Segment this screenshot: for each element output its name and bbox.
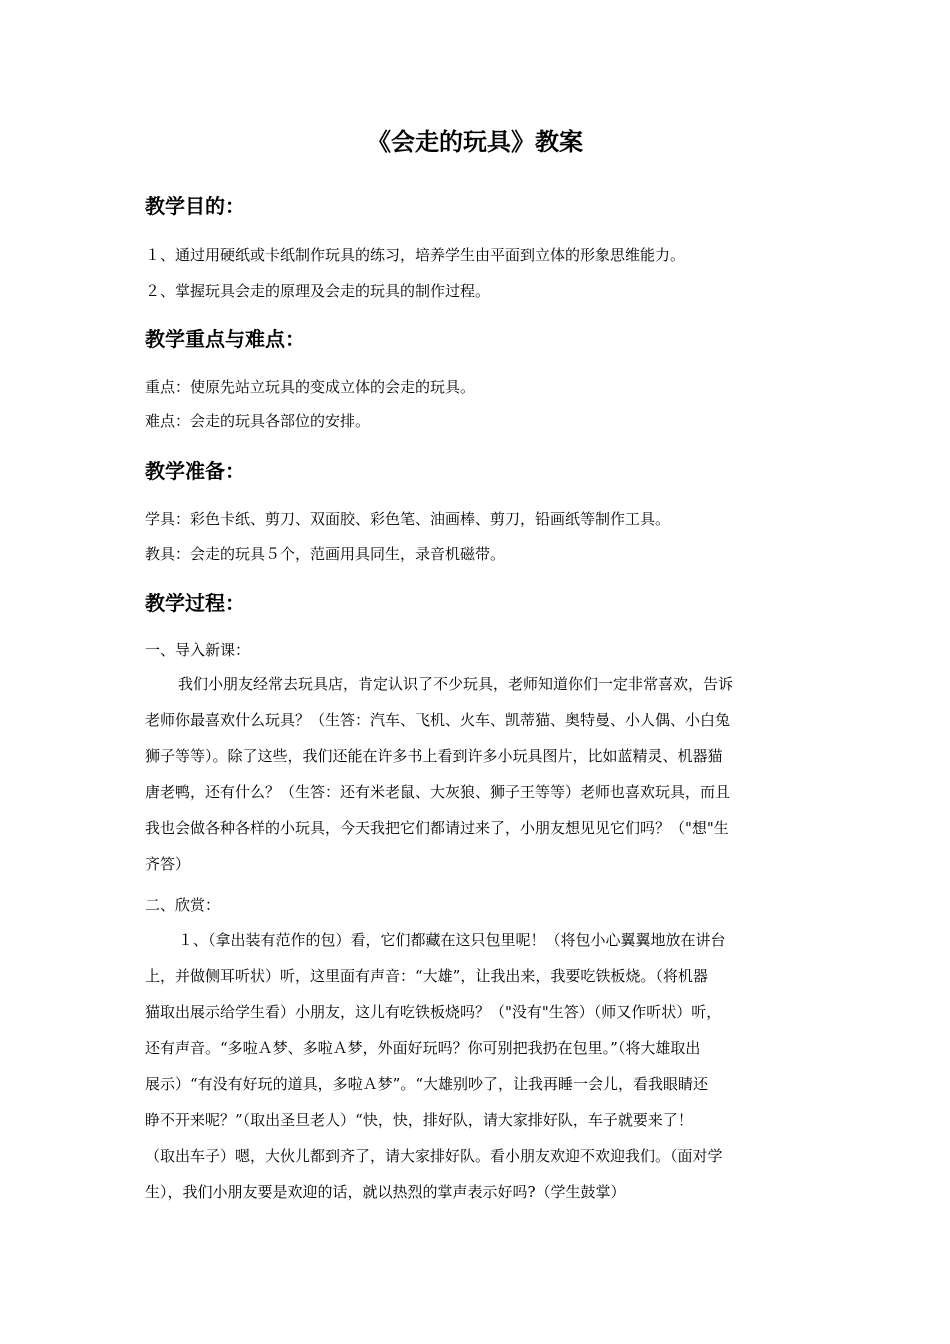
paragraph-line: 睁不开来呢？”（取出圣旦老人）“快，快，排好队，请大家排好队，车子就要来了！ <box>145 1111 693 1129</box>
paragraph-line: 唐老鸭，还有什么？（生答：还有米老鼠、大灰狼、狮子王等等）老师也喜欢玩具，而且 <box>145 783 731 801</box>
paragraph-line: 展示）“有没有好玩的道具，多啦Ａ梦”。“大雄别吵了，让我再睡一会儿，看我眼睛还 <box>145 1075 709 1093</box>
heading-key-points: 教学重点与难点： <box>145 327 305 351</box>
paragraph-line: 上，并做侧耳听状）听，这里面有声音：“大雄”，让我出来，我要吃铁板烧。（将机器 <box>145 967 708 985</box>
paragraph-line: 狮子等等）。除了这些，我们还能在许多书上看到许多小玩具图片，比如蓝精灵、机器猫 <box>145 747 723 765</box>
paragraph-line: 老师你最喜欢什么玩具？（生答：汽车、飞机、火车、凯蒂猫、奥特曼、小人偶、小白兔 <box>145 711 731 729</box>
key-point-focus: 重点：使原先站立玩具的变成立体的会走的玩具。 <box>145 378 476 396</box>
preparation-student: 学具：彩色卡纸、剪刀、双面胶、彩色笔、油画棒、剪刀，铅画纸等制作工具。 <box>145 510 671 528</box>
section-appreciation-paragraph <box>145 922 815 1210</box>
heading-objectives: 教学目的： <box>145 194 245 218</box>
paragraph-line: 齐答） <box>145 855 191 873</box>
section-title-intro: 一、导入新课： <box>145 641 251 659</box>
heading-process: 教学过程： <box>145 591 245 615</box>
heading-preparation: 教学准备： <box>145 459 245 483</box>
objective-item-1: １、通过用硬纸或卡纸制作玩具的练习，培养学生由平面到立体的形象思维能力。 <box>145 246 686 264</box>
paragraph-line: 猫取出展示给学生看）小朋友，这儿有吃铁板烧吗？（"没有"生答）（师又作听状）听， <box>145 1003 722 1021</box>
paragraph-line: 生），我们小朋友要是欢迎的话，就以热烈的掌声表示好吗?（学生鼓掌） <box>145 1183 626 1201</box>
section-title-appreciation: 二、欣赏： <box>145 896 221 914</box>
paragraph-line: 还有声音。“多啦Ａ梦、多啦Ａ梦，外面好玩吗？你可别把我扔在包里。”（将大雄取出 <box>145 1039 701 1057</box>
key-point-difficulty: 难点：会走的玩具各部位的安排。 <box>145 412 371 430</box>
paragraph-line: （取出车子）嗯，大伙儿都到齐了，请大家排好队。看小朋友欢迎不欢迎我们。（面对学 <box>145 1147 723 1165</box>
paragraph-line: 我也会做各种各样的小玩具，今天我把它们都请过来了，小朋友想见见它们吗？（"想"生 <box>145 819 729 837</box>
document-title: 《会走的玩具》教案 <box>367 128 583 156</box>
objective-item-2: ２、掌握玩具会走的原理及会走的玩具的制作过程。 <box>145 282 491 300</box>
paragraph-line: 我们小朋友经常去玩具店，肯定认识了不少玩具，老师知道你们一定非常喜欢，告诉 <box>178 675 734 693</box>
preparation-teacher: 教具：会走的玩具５个，范画用具同生，录音机磁带。 <box>145 545 506 563</box>
paragraph-line: １、（拿出装有范作的包）看，它们都藏在这只包里呢！（将包小心翼翼地放在讲台 <box>178 931 726 949</box>
section-intro-paragraph <box>145 666 815 882</box>
